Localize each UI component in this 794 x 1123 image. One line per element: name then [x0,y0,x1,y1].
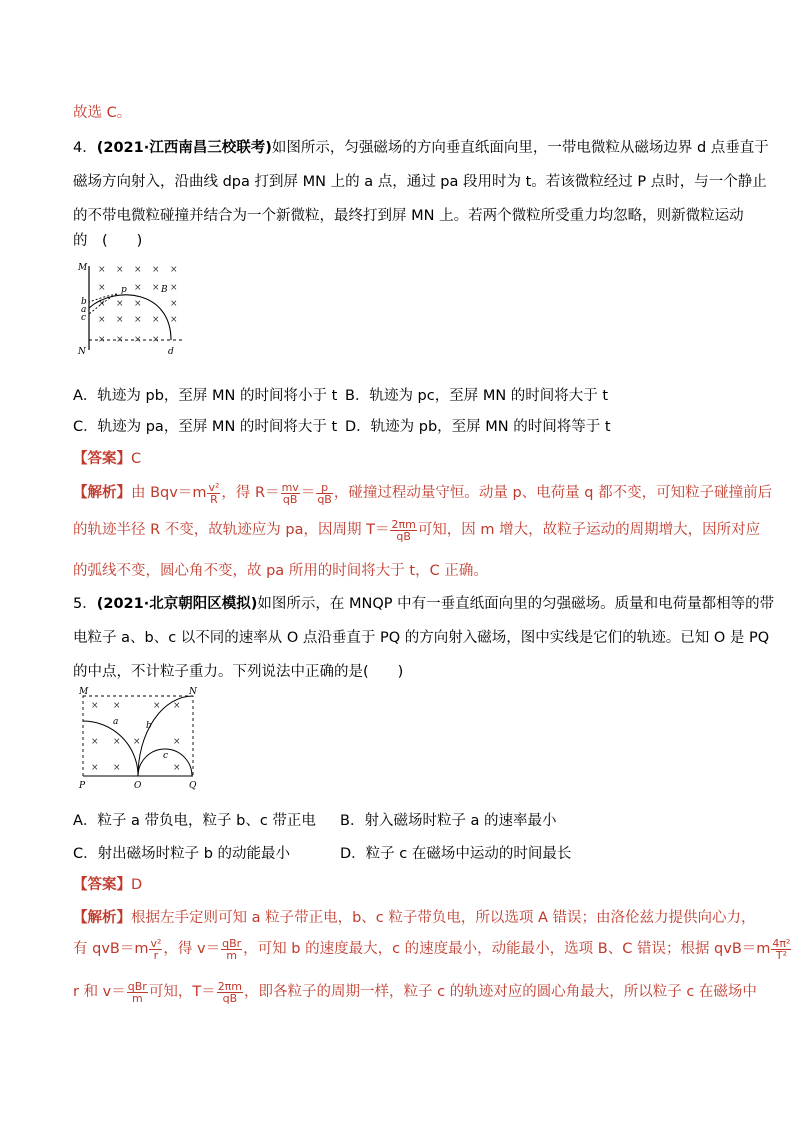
svg-text:×: × [98,299,106,309]
q4-stem-line-2: 磁场方向射入，沿曲线 dpa 打到屏 MN 上的 a 点，通过 pa 段用时为 t。若该微粒经过 P 点时，与一个静止 [73,174,767,190]
svg-text:×: × [173,763,181,773]
svg-text:×: × [134,299,142,309]
svg-text:×: × [170,315,178,325]
q5-field-crosses [91,701,181,773]
q4-label-c: c [81,313,87,323]
q5-stem-line-1 [73,592,774,613]
q4-exp-text: ，得 R＝ [221,485,280,501]
svg-text:×: × [113,701,121,711]
q5-stem-line-3: 的中点，不计粒子重力。下列说法中正确的是( ) [73,664,404,680]
q4-explanation-line-2 [73,518,760,542]
q5-exp-text: ，即各粒子的周期一样，粒子 c 的轨迹对应的圆心角最大，所以粒子 c 在磁场中 [244,984,757,1000]
q5-explanation-line-1 [73,906,756,927]
q4-explanation-line-3: 的弧线不变，圆心角不变，故 pa 所用的时间将大于 t，C 正确。 [73,563,488,579]
q4-fraction-p-qB: $\frac{p}{qB}$ [317,480,332,506]
svg-text:×: × [170,283,178,293]
svg-text:×: × [98,265,106,275]
q5-exp-text: 有 qvB＝m [73,941,149,957]
q5-exp-text: ，得 v＝ [163,941,221,957]
svg-text:×: × [98,315,106,325]
q4-exp-text: 由 Bqv＝m [131,485,207,501]
q5-label-c: c [163,751,169,761]
svg-text:×: × [113,763,121,773]
q4-answer-label: 【答案】 [73,451,131,467]
svg-text:×: × [91,737,99,747]
q4-stem-line-3: 的不带电微粒碰撞并结合为一个新微粒，最终打到屏 MN 上。若两个微粒所受重力均忽略，则新微粒运动 [73,208,744,224]
q4-option-a[interactable]: A．轨迹为 pb，至屏 MN 的时间将小于 t [73,388,338,404]
q4-exp-text: 的轨迹半径 R 不变，故轨迹应为 pa，因周期 T＝ [73,522,390,538]
q5-fraction-qBr-m: $\frac{\text{qBr}}{m}$ [222,936,242,962]
q5-exp-text: r 和 v＝ [73,984,126,1000]
q5-stem-line-2: 电粒子 a、b、c 以不同的速率从 O 点沿垂直于 PQ 的方向射入磁场，图中实线是它们的轨迹。已知 O 是 PQ [73,630,770,646]
q5-exp-text: 可知，T＝ [148,984,216,1000]
q5-answer-value: D [131,877,143,893]
q4-fraction-v2-R: $\frac{\text{v²}}{R}$ [208,480,220,506]
svg-text:×: × [152,283,160,293]
q4-label-a: a [81,305,87,315]
svg-text:×: × [134,283,142,293]
svg-text:×: × [116,299,124,309]
q4-exp-text: ＝ [300,485,316,501]
q4-stem-text-1: 如图所示，匀强磁场的方向垂直纸面向里，一带电微粒从磁场边界 d 点垂直于 [271,140,769,156]
svg-text:×: × [91,763,99,773]
svg-text:×: × [173,737,181,747]
q5-option-c[interactable]: C．射出磁场时粒子 b 的动能最小 [73,846,291,862]
q5-fraction-4pi2-T2: $\frac{\text{4π²}}{\text{T²}}$ [772,936,791,962]
svg-text:×: × [152,315,160,325]
svg-text:×: × [116,265,124,275]
q5-option-a[interactable]: A．粒子 a 带负电，粒子 b、c 带正电 [73,813,316,829]
q4-label-N: N [78,347,86,357]
q5-explanation-line-2 [73,937,792,961]
q5-answer [73,873,142,894]
q4-explanation-label: 【解析】 [73,485,131,501]
q5-option-d[interactable]: D．粒子 c 在磁场中运动的时间最长 [340,846,572,862]
svg-text:×: × [98,335,106,345]
q4-label-b: b [81,297,87,307]
q4-field-crosses [98,265,178,345]
q4-number: 4． [73,140,97,156]
previous-answer-tail: 故选 C。 [73,105,132,121]
q5-label-M: M [79,687,89,697]
q5-label-O: O [134,781,142,791]
q5-trajectory-b [138,696,193,776]
svg-text:×: × [134,265,142,275]
q5-fraction-qBr-m-2: $\frac{\text{qBr}}{m}$ [127,979,147,1005]
q5-explanation-label: 【解析】 [73,910,131,926]
q4-explanation-line-1 [73,481,772,505]
q5-label-P: P [79,781,86,791]
q5-fraction-2pim-qB: $\frac{2\pi m}{qB}$ [217,979,243,1005]
svg-text:×: × [173,701,181,711]
q5-label-b: b [146,721,152,731]
q4-fraction-mv-qB: $\frac{mv}{qB}$ [281,480,299,506]
q4-option-c[interactable]: C．轨迹为 pa，至屏 MN 的时间将大于 t [73,419,338,435]
q4-figure [75,260,195,360]
svg-text:×: × [153,701,161,711]
q5-number: 5． [73,596,97,612]
q5-label-a: a [113,717,119,727]
svg-text:×: × [134,315,142,325]
svg-text:×: × [152,265,160,275]
q4-fraction-2pim-qB: $\frac{2\pi m}{qB}$ [391,517,416,543]
svg-text:×: × [98,283,106,293]
q4-label-d: d [168,347,174,357]
svg-text:×: × [116,335,124,345]
q4-label-p: p [121,285,127,295]
svg-text:×: × [170,299,178,309]
q4-exp-text: ，碰撞过程动量守恒。动量 p、电荷量 q 都不变，可知粒子碰撞前后 [333,485,773,501]
q4-option-b[interactable]: B．轨迹为 pc，至屏 MN 的时间将大于 t [345,388,609,404]
q5-explanation-line-3 [73,980,757,1004]
q4-answer [73,447,141,468]
svg-text:×: × [116,315,124,325]
svg-text:×: × [170,265,178,275]
q4-option-d[interactable]: D．轨迹为 pb，至屏 MN 的时间将等于 t [345,419,611,435]
q5-figure [73,686,213,796]
q4-stem-line-1 [73,136,769,157]
q5-fraction-v2-r: $\frac{\text{v²}}{r}$ [150,936,162,962]
svg-text:×: × [91,701,99,711]
q5-exp-text: 根据左手定则可知 a 粒子带正电，b、c 粒子带负电，所以选项 A 错误；由洛伦兹力提供向心力， [131,910,756,926]
q5-exp-text: ，可知 b 的速度最大，c 的速度最小，动能最小，选项 B、C 错误；根据 qvB＝m [243,941,771,957]
q4-stem-line-4: 的 ( ) [73,233,143,249]
svg-text:×: × [133,737,141,747]
svg-text:×: × [134,335,142,345]
q5-option-b[interactable]: B．射入磁场时粒子 a 的速率最小 [340,813,557,829]
q5-label-Q: Q [189,781,197,791]
q4-label-B: B [161,285,168,295]
q5-answer-label: 【答案】 [73,877,131,893]
q5-label-N: N [189,687,197,697]
q4-answer-value: C [131,451,142,467]
q5-source: (2021·北京朝阳区模拟) [96,596,258,612]
q4-exp-text: 可知，因 m 增大，故粒子运动的周期增大，因所对应 [417,522,761,538]
q4-label-M: M [78,263,88,273]
svg-text:×: × [113,737,121,747]
svg-text:×: × [152,335,160,345]
q5-stem-text-1: 如图所示，在 MNQP 中有一垂直纸面向里的匀强磁场。质量和电荷量都相等的带 [257,596,775,612]
q4-source: (2021·江西南昌三校联考) [96,140,272,156]
